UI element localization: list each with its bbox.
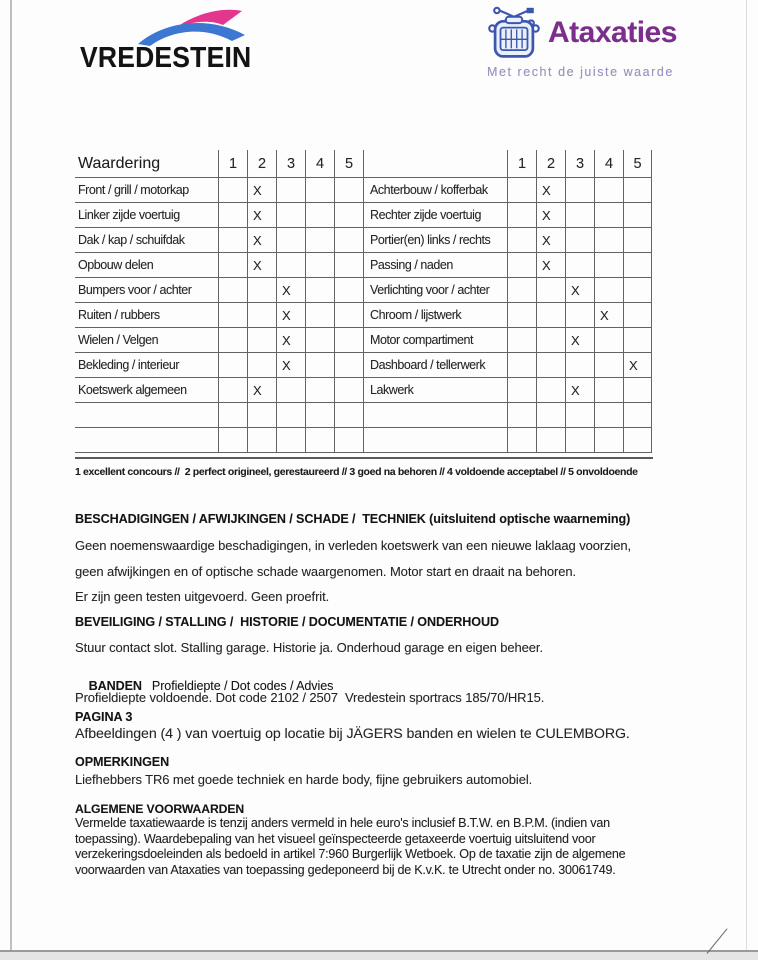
rating-cell [305,278,334,303]
rating-cell [305,178,334,203]
section-text: Vermelde taxatiewaarde is tenzij anders vermeld in hele euro's inclusief B.T.W. en B.P.M. (indien van [75,816,610,830]
rating-cell: X [247,253,276,278]
rating-legend: 1 excellent concours // 2 perfect origineel, gerestaureerd // 3 goed na behoren // 4 voldoende acceptabel // 5 onvoldoende [75,466,638,478]
rating-cell [276,178,305,203]
rating-cell [218,403,247,428]
rating-cell [305,353,334,378]
row-label: Achterbouw / kofferbak [363,178,507,203]
row-label: Dak / kap / schuifdak [75,228,218,253]
rating-cell [247,403,276,428]
rating-cell [565,228,594,253]
banden-subtitle: Profieldiepte / Dot codes / Advies [151,679,334,693]
rating-cell [507,403,536,428]
rating-cell [536,428,565,453]
scale-header: 5 [334,150,363,178]
rating-cell [305,303,334,328]
rating-cell [507,203,536,228]
rating-cell [247,303,276,328]
section-text: Stuur contact slot. Stalling garage. Historie ja. Onderhoud garage en eigen beheer. [75,640,543,655]
rating-cell [594,253,623,278]
rating-cell [507,353,536,378]
rating-cell [594,178,623,203]
rating-cell [536,303,565,328]
table-bottom-rule [75,457,653,459]
rating-cell [623,303,652,328]
rating-cell [594,353,623,378]
rating-cell [565,178,594,203]
rating-cell [218,253,247,278]
rating-cell [334,303,363,328]
rating-cell: X [536,203,565,228]
scan-bottom-shadow [0,952,758,960]
rating-cell [623,278,652,303]
scale-header: 4 [305,150,334,178]
rating-cell [247,353,276,378]
rating-cell [594,328,623,353]
rating-cell [623,178,652,203]
row-label: Dashboard / tellerwerk [363,353,507,378]
rating-cell [536,403,565,428]
rating-cell [594,378,623,403]
rating-cell [507,428,536,453]
row-label: Bumpers voor / achter [75,278,218,303]
rating-cell [218,278,247,303]
rating-cell [218,353,247,378]
rating-cell [565,203,594,228]
section-title-opmerkingen: OPMERKINGEN [75,755,170,769]
rating-cell [305,203,334,228]
rating-cell [334,253,363,278]
rating-cell [623,203,652,228]
rating-cell [334,428,363,453]
rating-cell: X [247,378,276,403]
rating-cell [218,428,247,453]
section-title-beschadigingen: BESCHADIGINGEN / AFWIJKINGEN / SCHADE / TECHNIEK (uitsluitend optische waarneming) [75,512,631,526]
rating-cell [218,203,247,228]
rating-cell [507,278,536,303]
rating-cell [334,228,363,253]
row-label: Lakwerk [363,378,507,403]
rating-cell [623,378,652,403]
rating-cell [305,428,334,453]
scale-header: 5 [623,150,652,178]
row-label: Chroom / lijstwerk [363,303,507,328]
scale-header: 3 [565,150,594,178]
section-text: geen afwijkingen en of optische schade waargenomen. Motor start en draait na behoren. [75,564,576,579]
rating-cell [594,203,623,228]
vredestein-logo-text: VREDESTEIN [80,41,252,74]
rating-cell [334,203,363,228]
ataxaties-crest-icon [487,4,541,62]
rating-cell [594,428,623,453]
rating-cell: X [536,228,565,253]
banden-title: BANDEN [88,679,142,693]
rating-cell [565,253,594,278]
rating-cell: X [565,378,594,403]
row-label [363,428,507,453]
rating-cell [218,303,247,328]
rating-cell [305,328,334,353]
rating-cell [536,378,565,403]
rating-cell [276,253,305,278]
row-label [75,403,218,428]
rating-cell [247,428,276,453]
scan-edge-right [746,0,747,950]
scale-header: 4 [594,150,623,178]
rating-cell [623,228,652,253]
rating-cell: X [565,278,594,303]
rating-cell [305,378,334,403]
scale-header: 1 [218,150,247,178]
rating-cell [218,178,247,203]
rating-cell: X [276,328,305,353]
row-label: Passing / naden [363,253,507,278]
scale-header: 2 [536,150,565,178]
rating-cell [565,428,594,453]
rating-cell [507,228,536,253]
rating-cell [536,353,565,378]
row-label: Bekleding / interieur [75,353,218,378]
rating-cell [247,328,276,353]
section-text: Geen noemenswaardige beschadigingen, in verleden koetswerk van een nieuwe laklaag voorzien, [75,538,632,553]
scan-edge-left [10,0,12,951]
rating-cell [334,403,363,428]
rating-cell [623,328,652,353]
rating-cell [536,278,565,303]
row-label: Linker zijde voertuig [75,203,218,228]
rating-cell [536,328,565,353]
rating-cell [247,278,276,303]
rating-cell [565,303,594,328]
rating-cell [218,228,247,253]
rating-cell [623,403,652,428]
table-title: Waardering [75,150,218,178]
rating-cell [623,253,652,278]
rating-cell: X [565,328,594,353]
rating-cell [507,378,536,403]
rating-cell [623,428,652,453]
rating-cell [334,328,363,353]
rating-table [75,150,652,453]
row-label: Motor compartiment [363,328,507,353]
rating-cell: X [536,178,565,203]
rating-cell: X [276,278,305,303]
rating-cell [565,353,594,378]
row-label: Front / grill / motorkap [75,178,218,203]
section-text: toepassing). Waardebepaling van het visueel geïnspecteerde getaxeerde voertuig uitsluitend voor [75,832,596,846]
ataxaties-logo-text: Ataxaties [548,16,677,49]
rating-cell: X [247,228,276,253]
ataxaties-tagline: Met recht de juiste waarde [487,65,674,79]
scale-header: 2 [247,150,276,178]
rating-cell [276,428,305,453]
rating-cell [305,253,334,278]
rating-cell: X [247,203,276,228]
rating-cell [594,278,623,303]
rating-cell [507,253,536,278]
rating-cell: X [594,303,623,328]
section-text: verzekeringsdoeleinden als bedoeld in artikel 7:960 Burgerlijk Wetboek. Op de taxatie zijn de algemene [75,847,626,861]
section-title-pagina: PAGINA 3 [75,710,133,724]
rating-cell: X [247,178,276,203]
rating-cell: X [623,353,652,378]
rating-cell [594,228,623,253]
section-title-voorwaarden: ALGEMENE VOORWAARDEN [75,802,245,816]
row-label [363,403,507,428]
rating-cell [334,378,363,403]
rating-cell: X [536,253,565,278]
row-label: Opbouw delen [75,253,218,278]
row-label: Koetswerk algemeen [75,378,218,403]
ataxaties-logo [487,4,702,79]
vredestein-logo [80,8,275,72]
rating-cell [276,203,305,228]
row-label: Wielen / Velgen [75,328,218,353]
section-text: Er zijn geen testen uitgevoerd. Geen proefrit. [75,589,330,604]
rating-cell [334,278,363,303]
rating-cell: X [276,303,305,328]
row-label: Verlichting voor / achter [363,278,507,303]
rating-cell [594,403,623,428]
table-title-right [363,150,507,178]
rating-cell [305,403,334,428]
rating-cell [334,353,363,378]
rating-cell [276,403,305,428]
scale-header: 1 [507,150,536,178]
rating-cell [218,328,247,353]
rating-cell [276,228,305,253]
scale-header: 3 [276,150,305,178]
row-label [75,428,218,453]
row-label: Rechter zijde voertuig [363,203,507,228]
row-label: Ruiten / rubbers [75,303,218,328]
rating-cell [218,378,247,403]
rating-cell: X [276,353,305,378]
section-title-beveiliging: BEVEILIGING / STALLING / HISTORIE / DOCUMENTATIE / ONDERHOUD [75,615,499,629]
rating-cell [305,228,334,253]
rating-cell [276,378,305,403]
rating-cell [565,403,594,428]
section-text: Profieldiepte voldoende. Dot code 2102 / 2507 Vredestein sportracs 185/70/HR15. [75,690,545,705]
rating-cell [507,178,536,203]
rating-cell [334,178,363,203]
section-text: Liefhebbers TR6 met goede techniek en harde body, fijne gebruikers automobiel. [75,772,533,787]
section-text: Afbeeldingen (4 ) van voertuig op locatie bij JÄGERS banden en wielen te CULEMBORG. [75,726,630,742]
rating-cell [507,303,536,328]
rating-cell [507,328,536,353]
row-label: Portier(en) links / rechts [363,228,507,253]
section-text: voorwaarden van Ataxaties van toepassing gedeponeerd bij de K.v.K. te Utrecht onder no. 30061749. [75,863,616,877]
